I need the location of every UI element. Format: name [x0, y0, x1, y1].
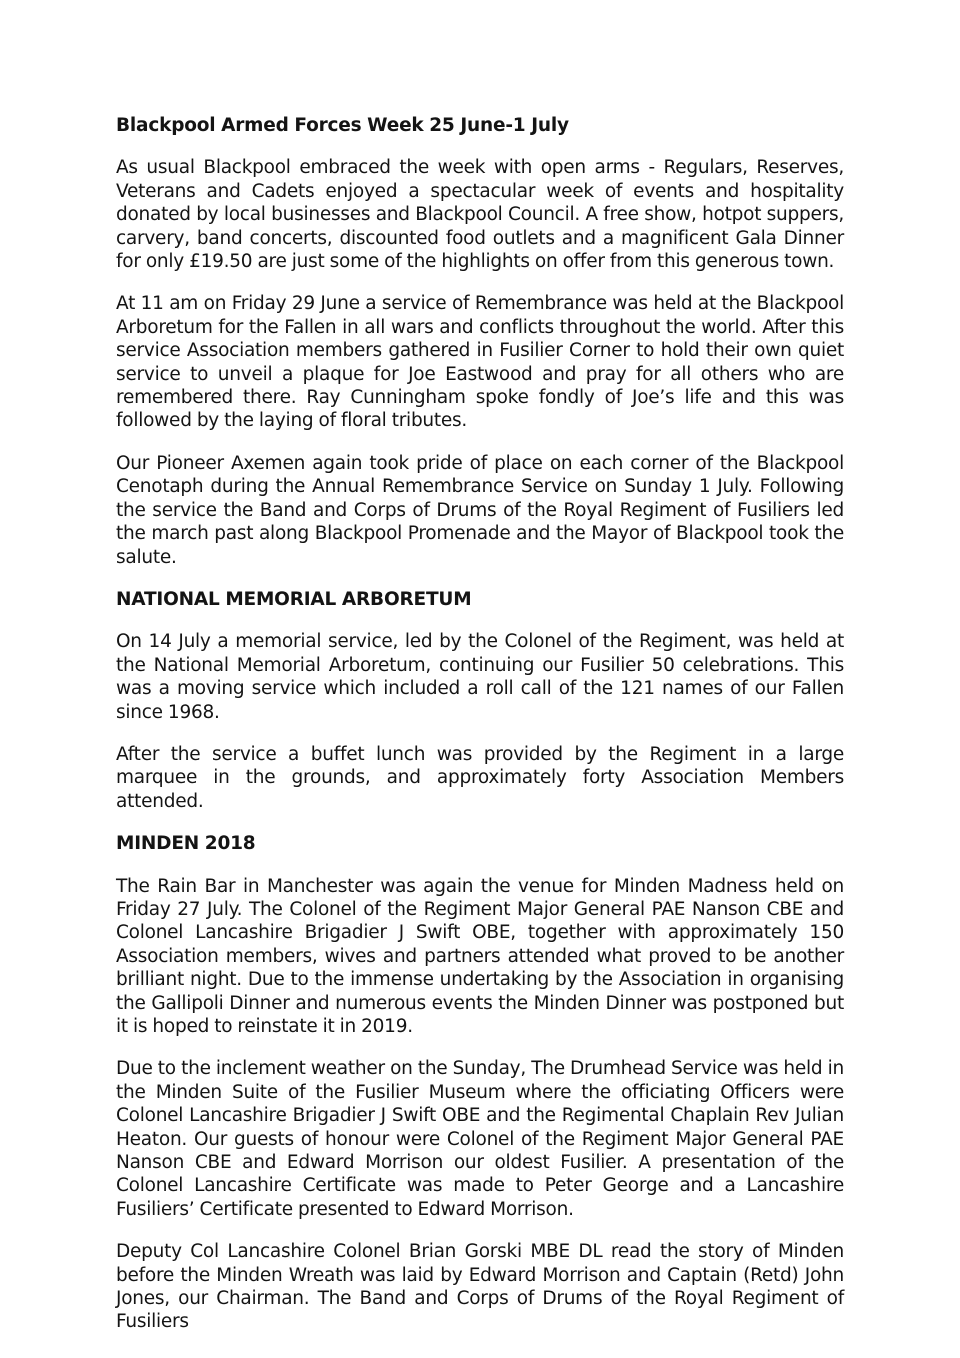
paragraph-minden-drumhead: Due to the inclement weather on the Sunday, The Drumhead Service was held in the Minden Suite of the Fusilier Museum where the officiating Officers were Colonel Lancashire Brigadier J Swift OBE and the Regimental Chaplain Rev Julian Heaton. Our guests of honour were Colonel of the Regiment Major General PAE Nanson CBE and Edward Morrison our oldest Fusilier. A presentation of the Colonel Lancashire Certificate was made to Peter George and a Lancashire Fusiliers’ Certificate presented to Edward Morrison.	[116, 1058, 844, 1220]
section-heading-blackpool: Blackpool Armed Forces Week 25 June-1 July	[116, 115, 569, 136]
paragraph-minden-madness: The Rain Bar in Manchester was again the venue for Minden Madness held on Friday 27 July. The Colonel of the Regiment Major General PAE Nanson CBE and Colonel Lancashire Brigadier J Swift OBE, together with approximately 150 Association members, wives and partners attended what proved to be another brilliant night. Due to the immense undertaking by the Association in organising the Gallipoli Dinner and numerous events the Minden Dinner was postponed but it is hoped to reinstate it in 2019.	[116, 875, 844, 1037]
section-heading-arboretum: NATIONAL MEMORIAL ARBORETUM	[116, 588, 472, 610]
paragraph-blackpool-intro: As usual Blackpool embraced the week with open arms - Regulars, Reserves, Veterans and Cadets enjoyed a spectacular week of events and hospitality donated by local businesses and Blackpool Council. A free show, hotpot suppers, carvery, band concerts, discounted food outlets and a magnificent Gala Dinner for only £19.50 are just some of the highlights on offer from this generous town.	[116, 157, 844, 273]
paragraph-blackpool-remembrance: At 11 am on Friday 29 June a service of Remembrance was held at the Blackpool Arboretum for the Fallen in all wars and conflicts throughout the world. After this service Association members gathered in Fusilier Corner to hold their own quiet service to unveil a plaque for Joe Eastwood and pray for all others who are remembered there. Ray Cunningham spoke fondly of Joe’s life and this was followed by the laying of floral tributes.	[116, 293, 844, 432]
document-page	[116, 114, 844, 1353]
paragraph-arboretum-service: On 14 July a memorial service, led by the Colonel of the Regiment, was held at the National Memorial Arboretum, continuing our Fusilier 50 celebrations. This was a moving service which included a roll call of the 121 names of our Fallen since 1968.	[116, 631, 844, 723]
paragraph-minden-wreath: Deputy Col Lancashire Colonel Brian Gorski MBE DL read the story of Minden before the Minden Wreath was laid by Edward Morrison and Captain (Retd) John Jones, our Chairman. The Band and Corps of Drums of the Royal Regiment of Fusiliers	[116, 1241, 844, 1333]
section-heading-minden: MINDEN 2018	[116, 833, 256, 855]
paragraph-arboretum-lunch: After the service a buffet lunch was provided by the Regiment in a large marquee in the grounds, and approximately forty Association Members attended.	[116, 743, 844, 812]
paragraph-blackpool-cenotaph: Our Pioneer Axemen again took pride of place on each corner of the Blackpool Cenotaph during the Annual Remembrance Service on Sunday 1 July. Following the service the Band and Corps of Drums of the Royal Regiment of Fusiliers led the march past along Blackpool Promenade and the Mayor of Blackpool took the salute.	[116, 452, 844, 568]
